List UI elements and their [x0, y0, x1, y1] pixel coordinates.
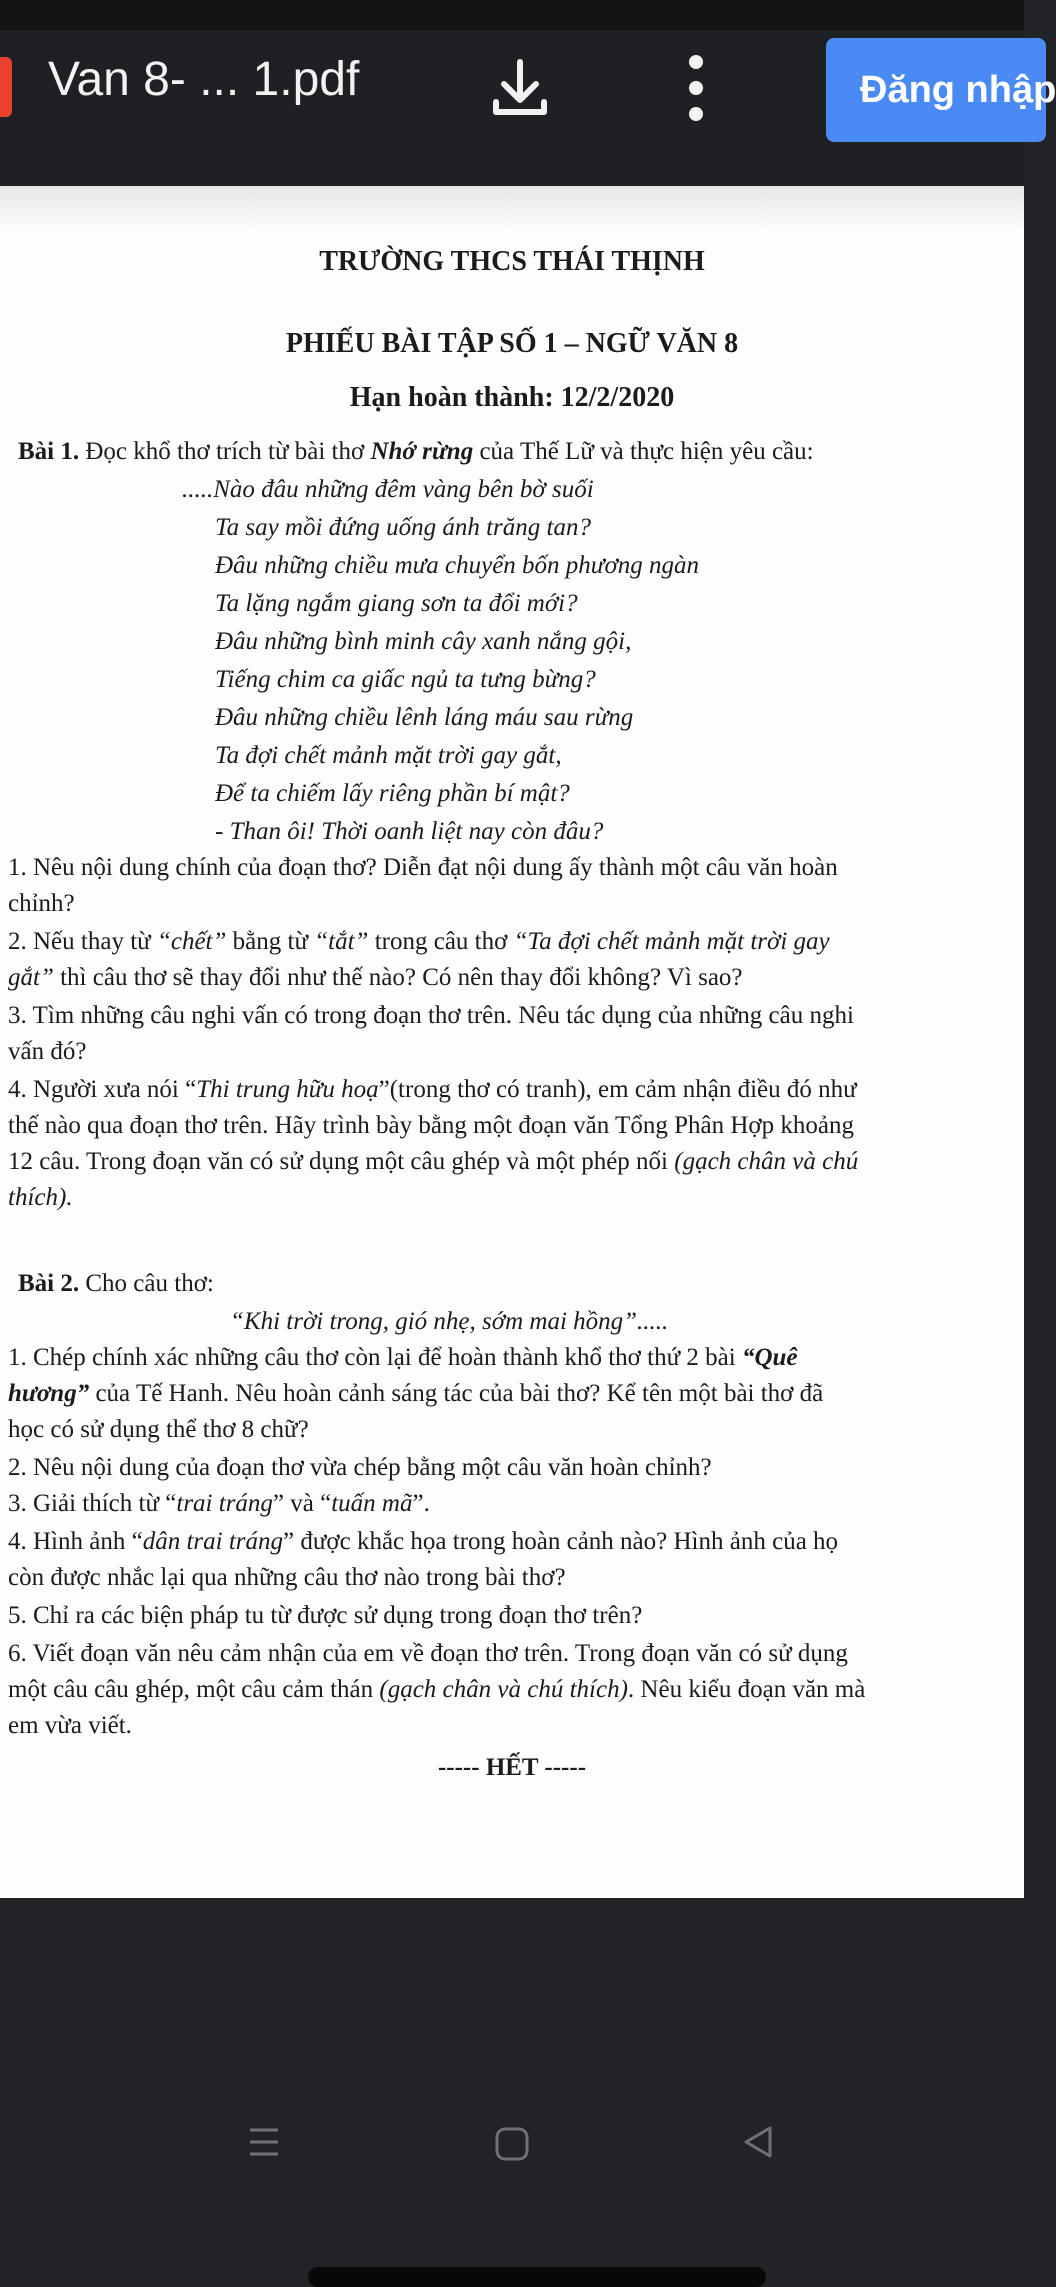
page-shadow	[0, 186, 1024, 232]
download-icon	[484, 52, 556, 124]
school-name: TRƯỜNG THCS THÁI THỊNH	[319, 246, 705, 277]
q-italic: “tắt”	[314, 928, 369, 955]
bai2-question-6-cont: em vừa viết.	[8, 1712, 132, 1739]
poem-line: - Than ôi! Thời oanh liệt nay còn đâu?	[215, 818, 604, 845]
bai2-label: Bài 2.	[18, 1270, 80, 1297]
q-italic: (gạch chân và chú	[674, 1148, 859, 1175]
bai1-question-4-cont: thích).	[8, 1184, 73, 1211]
recent-apps-icon	[244, 2122, 284, 2162]
gesture-pill	[308, 2267, 766, 2287]
status-bar	[0, 0, 1024, 30]
recent-apps-button[interactable]	[244, 2122, 284, 2166]
q-italic: dân trai tráng	[142, 1528, 283, 1555]
poem-name: Nhớ rừng	[370, 438, 474, 465]
bai1-question-4	[8, 1074, 857, 1106]
poem-line: Đâu những chiều lênh láng máu sau rừng	[215, 704, 634, 731]
app-bar	[0, 0, 1056, 186]
q-bold-italic: “Quê	[741, 1344, 798, 1371]
bai1-question-2	[8, 926, 830, 958]
file-title: Van 8- ... 1.pdf	[48, 53, 360, 106]
q-italic: trai tráng	[176, 1490, 273, 1517]
poem-line: Ta đợi chết mảnh mặt trời gay gắt,	[215, 742, 562, 769]
deadline: Hạn hoàn thành: 12/2/2020	[349, 382, 675, 413]
bai2-question-5: 5. Chỉ ra các biện pháp tu từ được sử dụng trong đoạn thơ trên?	[8, 1602, 643, 1629]
bai2-question-3	[8, 1488, 430, 1520]
q-text: ”(trong thơ có tranh), em cảm nhận điều đó như	[378, 1076, 857, 1103]
login-button[interactable]: Đăng nhập	[826, 38, 1046, 142]
q-text: một câu câu ghép, một câu cảm thán	[8, 1676, 380, 1703]
home-icon	[492, 2124, 532, 2164]
bai1-question-3-cont: vấn đó?	[8, 1038, 87, 1065]
poem-line: Đâu những bình minh cây xanh nắng gội,	[215, 628, 632, 655]
bai2-question-4-cont: còn được nhắc lại qua những câu thơ nào trong bài thơ?	[8, 1564, 566, 1591]
bai1-question-2-cont	[8, 962, 743, 994]
q-text: 3. Giải thích từ “	[8, 1490, 177, 1517]
q-italic: “Ta đợi chết mảnh mặt trời gay	[513, 928, 830, 955]
more-options-button[interactable]	[676, 50, 716, 126]
q-text: ” được khắc họa trong hoàn cảnh nào? Hình ảnh của họ	[283, 1528, 839, 1555]
download-button[interactable]	[484, 52, 556, 124]
q-text: của Tế Hanh. Nêu hoàn cảnh sáng tác của bài thơ? Kể tên một bài thơ đã	[89, 1380, 824, 1407]
poem-line: Để ta chiếm lấy riêng phần bí mật?	[215, 780, 570, 807]
q-text: 1. Chép chính xác những câu thơ còn lại để hoàn thành khổ thơ thứ 2 bài	[8, 1344, 742, 1371]
poem-line: Ta lặng ngắm giang sơn ta đổi mới?	[215, 590, 578, 617]
pdf-app-icon	[0, 57, 12, 117]
q-text: 2. Nếu thay từ	[8, 928, 157, 955]
bai1-intro-text-end: của Thế Lữ và thực hiện yêu cầu:	[473, 438, 814, 465]
q-text: 4. Hình ảnh “	[8, 1528, 143, 1555]
q-italic: gắt”	[8, 964, 54, 991]
q-text: bằng từ	[226, 928, 315, 955]
bai2-question-1	[8, 1342, 798, 1374]
end-mark: ----- HẾT -----	[437, 1754, 587, 1781]
bai1-label: Bài 1.	[18, 438, 80, 465]
bai2-question-6-cont	[8, 1674, 865, 1706]
bai1-question-1: 1. Nêu nội dung chính của đoạn thơ? Diễn đạt nội dung ấy thành một câu văn hoàn	[8, 854, 838, 881]
q-italic: (gạch chân và chú thích)	[379, 1676, 628, 1703]
bai2-question-1-cont: học có sử dụng thể thơ 8 chữ?	[8, 1416, 309, 1443]
back-icon	[738, 2122, 778, 2162]
q-text: trong câu thơ	[368, 928, 514, 955]
bai1-intro	[18, 436, 814, 468]
back-button[interactable]	[738, 2122, 778, 2166]
q-text: 12 câu. Trong đoạn văn có sử dụng một câu ghép và một phép nối	[8, 1148, 675, 1175]
bai1-question-4-cont	[8, 1146, 858, 1178]
q-text: ”.	[412, 1490, 430, 1517]
pdf-page[interactable]	[0, 186, 1024, 1898]
bai2-quote: “Khi trời trong, gió nhẹ, sớm mai hồng”.....	[230, 1308, 669, 1335]
q-italic: tuấn mã	[331, 1490, 413, 1517]
poem-line: Tiếng chim ca giấc ngủ ta tưng bừng?	[215, 666, 596, 693]
bai2-question-2: 2. Nêu nội dung của đoạn thơ vừa chép bằng một câu văn hoàn chỉnh?	[8, 1454, 712, 1481]
q-bold-italic: hương”	[8, 1380, 90, 1407]
bai2-question-4	[8, 1526, 838, 1558]
bai2-question-1-cont	[8, 1378, 823, 1410]
system-nav-bar	[0, 2080, 1024, 2275]
q-text: . Nêu kiểu đoạn văn mà	[627, 1676, 866, 1703]
bai2-intro-text: Cho câu thơ:	[85, 1270, 214, 1297]
bai1-intro-text: Đọc khổ thơ trích từ bài thơ	[85, 438, 371, 465]
poem-line: Ta say mồi đứng uống ánh trăng tan?	[215, 514, 591, 541]
more-vert-icon	[676, 50, 716, 126]
bai1-question-3: 3. Tìm những câu nghi vấn có trong đoạn thơ trên. Nêu tác dụng của những câu nghi	[8, 1002, 854, 1029]
poem-line: Đâu những chiều mưa chuyển bốn phương ngàn	[215, 552, 700, 579]
bai1-question-4-cont: thế nào qua đoạn thơ trên. Hãy trình bày bằng một đoạn văn Tổng Phân Hợp khoảng	[8, 1112, 854, 1139]
home-button[interactable]	[492, 2124, 532, 2168]
sheet-title: PHIẾU BÀI TẬP SỐ 1 – NGỮ VĂN 8	[285, 328, 739, 359]
q-text: thì câu thơ sẽ thay đổi như thế nào? Có nên thay đổi không? Vì sao?	[53, 964, 743, 991]
bai2-intro	[18, 1268, 214, 1300]
poem-line: .....Nào đâu những đêm vàng bên bờ suối	[182, 476, 594, 503]
q-text: ” và “	[272, 1490, 332, 1517]
bai2-question-6: 6. Viết đoạn văn nêu cảm nhận của em về đoạn thơ trên. Trong đoạn văn có sử dụng	[8, 1640, 848, 1667]
q-italic: Thi trung hữu hoạ	[196, 1076, 379, 1103]
bai1-question-1-cont: chỉnh?	[8, 890, 75, 917]
q-italic: “chết”	[156, 928, 227, 955]
q-text: 4. Người xưa nói “	[8, 1076, 197, 1103]
